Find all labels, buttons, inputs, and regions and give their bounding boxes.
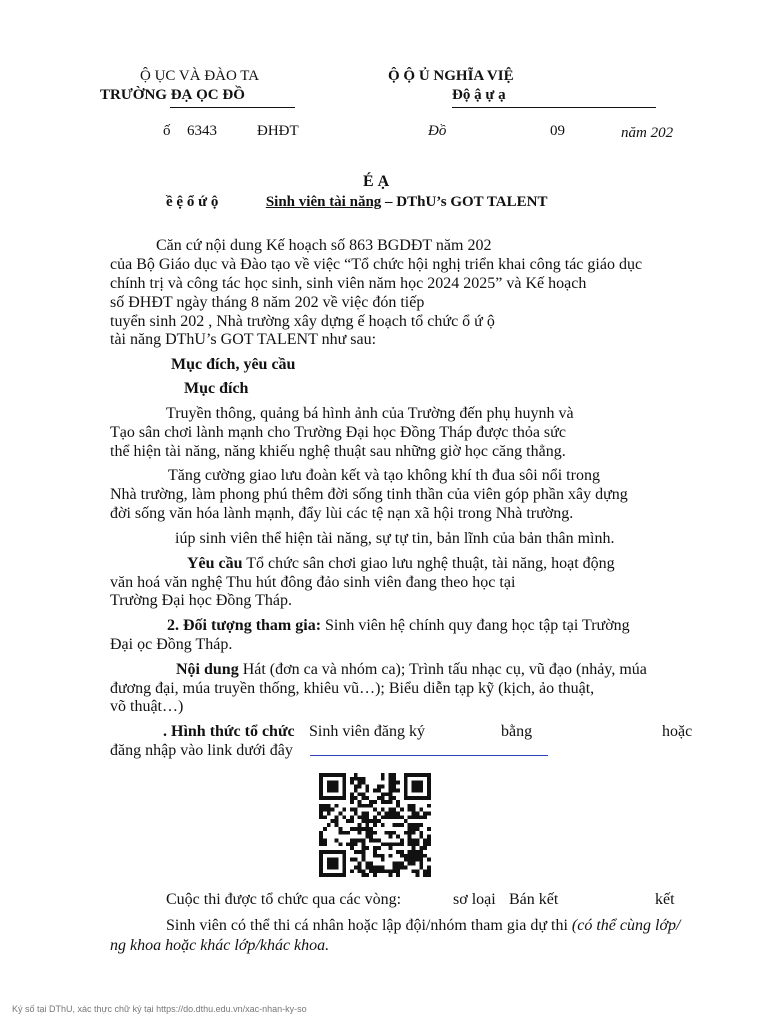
doc-number: 6343	[187, 123, 217, 139]
ministry-name: Ộ ỤC VÀ ĐÀO TA	[140, 68, 260, 84]
intro-line-2: của Bộ Giáo dục và Đào tạo về việc “Tổ chức hội nghị triển khai công tác giáo dục	[110, 256, 643, 273]
motto-underline	[452, 107, 656, 108]
doc-number-prefix: ố	[163, 123, 171, 139]
university-name: TRƯỜNG ĐẠ ỌC ĐỒ	[100, 87, 245, 103]
section-4-text-a: Sinh viên đăng ký	[309, 723, 425, 740]
university-underline	[170, 107, 295, 108]
doc-number-suffix: ĐHĐT	[257, 123, 299, 139]
purpose-p2-line-2: Nhà trường, làm phong phú thêm đời sống tinh thần của viên góp phần xây dựng	[110, 486, 628, 503]
intro-line-4: số ĐHĐT ngày tháng 8 năm 202 về việc đón tiếp	[110, 294, 425, 311]
participation-italic-1: (có thể cùng lớp/	[571, 917, 681, 934]
doc-title: É Ạ	[363, 173, 390, 190]
section-3-line-2: đương đại, múa truyền thống, khiêu vũ…); Biểu diễn tạp kỹ (kịch, ảo thuật,	[110, 680, 595, 697]
section-1b-heading: Yêu cầu	[187, 555, 243, 572]
round-2: Bán kết	[509, 891, 559, 908]
motto: Độ ậ ự ạ	[452, 87, 506, 103]
purpose-p2-line-3: đời sống văn hóa lành mạnh, đẩy lùi các tệ nạn xã hội trong Nhà trường.	[110, 505, 574, 522]
requirement-line-3: Trường Đại học Đồng Tháp.	[110, 592, 293, 609]
requirement-line-1: Tổ chức sân chơi giao lưu nghệ thuật, tài năng, hoạt động	[242, 555, 615, 572]
section-4-text-b: bằng	[501, 723, 533, 740]
purpose-p1-line-1: Truyền thông, quảng bá hình ảnh của Trường đến phụ huynh và	[166, 405, 574, 422]
intro-line-1: Căn cứ nội dung Kế hoạch số 863 BGDĐT năm 202	[156, 237, 492, 254]
footer-signature-note: Ký số tại DThU, xác thực chữ ký tại https://do.dthu.edu.vn/xac-nhan-ky-so	[12, 1004, 307, 1014]
section-1-heading: Mục đích, yêu cầu	[171, 356, 296, 373]
republic-title: Ộ Ộ Ủ NGHĨA VIỆ	[388, 68, 514, 84]
section-4-text-c: hoặc	[662, 723, 693, 740]
round-1: sơ loại	[453, 891, 496, 908]
section-3-line-3: võ thuật…)	[110, 698, 184, 715]
subtitle-suffix: – DThU’s GOT TALENT	[381, 194, 548, 210]
section-4-line-2: đăng nhập vào link dưới đây	[110, 742, 293, 759]
purpose-p1-line-3: thể hiện tài năng, năng khiếu nghệ thuật sau những giờ học căng thẳng.	[110, 443, 566, 460]
section-3-line-1: Hát (đơn ca và nhóm ca); Trình tấu nhạc cụ, vũ đạo (nhảy, múa	[238, 661, 647, 678]
registration-link-line[interactable]	[310, 755, 548, 756]
section-2-line-2: Đại ọc Đồng Tháp.	[110, 636, 233, 653]
purpose-p3: iúp sinh viên thể hiện tài năng, sự tự tin, bản lĩnh của bản thân mình.	[175, 530, 615, 547]
date-year: năm 202	[621, 125, 674, 141]
rounds-text: Cuộc thi được tổ chức qua các vòng:	[166, 891, 402, 908]
intro-line-5: tuyển sinh 202 , Nhà trường xây dựng ế hoạch tổ chức ổ ứ ộ	[110, 313, 495, 330]
intro-line-3: chính trị và công tác học sinh, sinh viên năm học 2024 2025” và Kế hoạch	[110, 275, 587, 292]
subtitle-underlined: Sinh viên tài năng	[265, 194, 382, 210]
section-2-line-1: Sinh viên hệ chính quy đang học tập tại Trường	[321, 617, 630, 634]
intro-line-6: tài năng DThU’s GOT TALENT như sau:	[110, 331, 377, 348]
section-4-heading: . Hình thức tổ chức	[163, 723, 295, 740]
subtitle-prefix: ề ệ ổ ứ ộ	[166, 194, 219, 210]
doc-subtitle	[166, 194, 547, 211]
section-1a-heading: Mục đích	[184, 380, 249, 397]
date-day-month: 09	[550, 123, 565, 139]
round-3: kết	[655, 891, 675, 908]
participation-text: Sinh viên có thể thi cá nhân hoặc lập đội/nhóm tham gia dự thi	[166, 917, 572, 934]
participation-italic-2: ng khoa hoặc khác lớp/khác khoa.	[110, 937, 330, 954]
qr-code-icon[interactable]	[319, 773, 431, 877]
place: Đồ	[428, 123, 447, 139]
purpose-p2-line-1: Tăng cường giao lưu đoàn kết và tạo không khí th đua sôi nổi trong	[168, 467, 600, 484]
requirement-line-2: văn hoá văn nghệ Thu hút đông đảo sinh viên đang theo học tại	[110, 574, 516, 591]
purpose-p1-line-2: Tạo sân chơi lành mạnh cho Trường Đại học Đồng Tháp được thỏa sức	[110, 424, 566, 441]
section-3-heading: Nội dung	[176, 661, 239, 678]
section-2-heading: 2. Đối tượng tham gia:	[167, 617, 322, 634]
